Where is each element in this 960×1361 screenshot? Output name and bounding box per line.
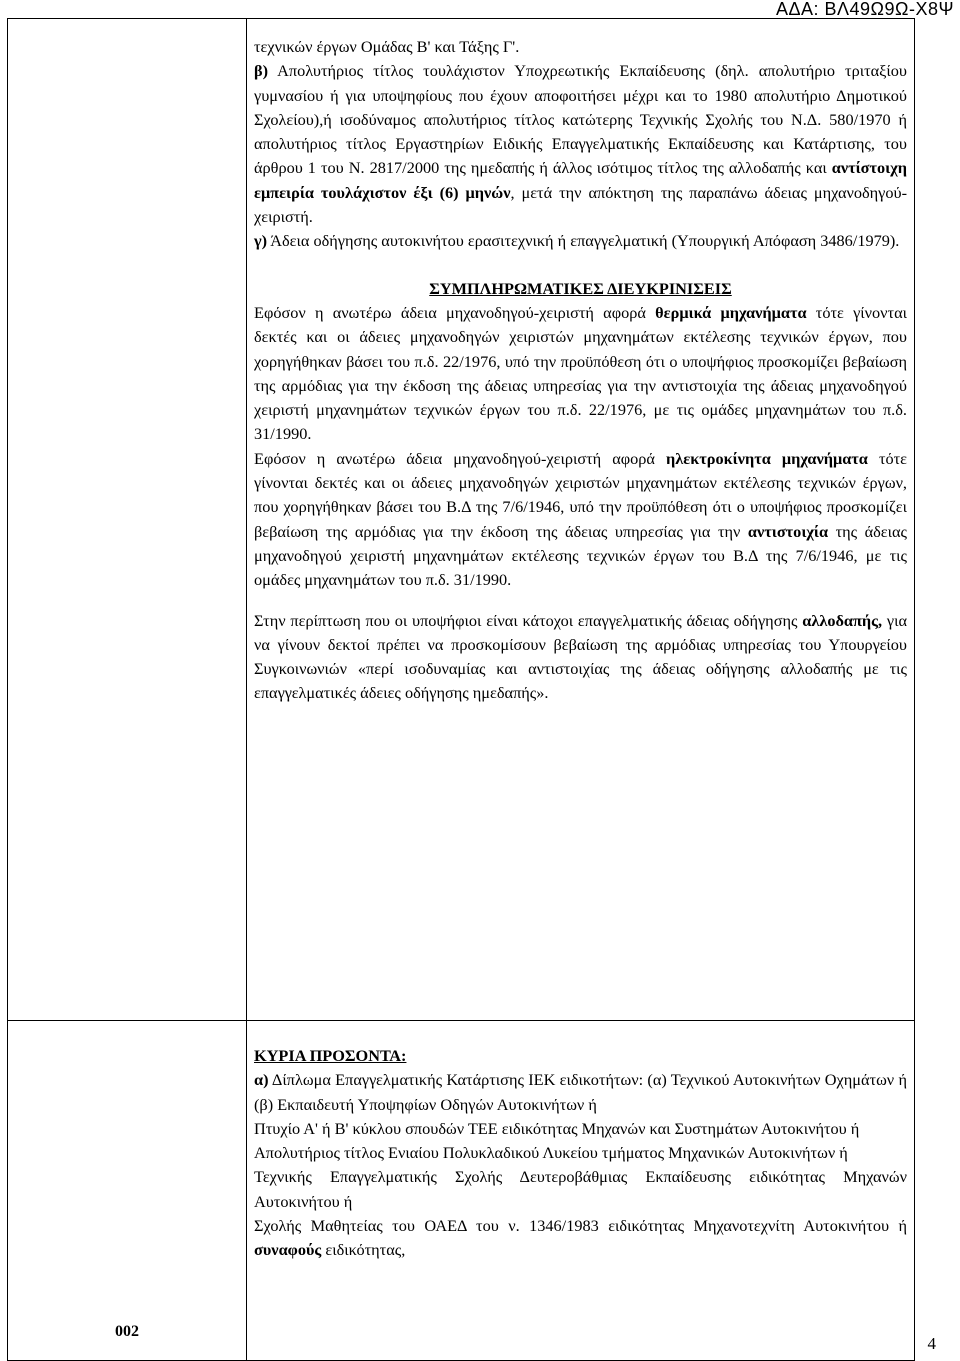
requirements-cell <box>247 19 915 1021</box>
qualification-a: α) Δίπλωμα Επαγγελματικής Κατάρτισης ΙΕΚ ειδικοτήτων: (α) Τεχνικού Αυτοκινήτων Οχημάτων ή (β) Εκπαιδευτή Υποψηφίων Οδηγών Αυτοκινήτων ή <box>254 1070 907 1114</box>
page-number: 4 <box>927 1334 936 1353</box>
code-cell-empty <box>8 19 247 1021</box>
paragraph-thermal: Εφόσον η ανωτέρω άδεια μηχανοδηγού-χειριστή αφορά θερμικά μηχανήματα τότε γίνονται δεκτές και οι άδειες μηχανοδηγών χειριστών μηχανημάτων εκτέλεσης τεχνικών έργων, που χορηγήθηκαν βάσει του π.δ. 22/1976, υπό την προϋπόθεση ότι ο υποψήφιος προσκομίζει βεβαίωση της αρμόδιας για την έκδοση της άδειας υπηρεσίας για την αντιστοιχία της άδειας μηχανοδηγού χειριστή μηχανημάτων τεχνικών έργων του π.δ. 22/1976, με τις ομάδες μηχανημάτων του π.δ. 31/1990. <box>254 302 907 444</box>
document-table <box>7 18 915 1361</box>
paragraph-electric: Εφόσον η ανωτέρω άδεια μηχανοδηγού-χειριστή αφορά ηλεκτροκίνητα μηχανήματα τότε γίνονται δεκτές και οι άδειες μηχανοδηγών χειριστών μηχανημάτων εκτέλεσης τεχνικών έργων, που χορηγήθηκαν βάσει του Β.Δ της 7/6/1946, υπό την προϋπόθεση ότι ο υποψήφιος προσκομίζει βεβαίωση της αρμόδιας για την έκδοση της άδειας υπηρεσίας για την αντιστοιχία της άδειας μηχανοδηγού χειριστή μηχανημάτων εκτέλεσης τεχνικών έργων του Β.Δ της 7/6/1946, με τις ομάδες μηχανημάτων του π.δ. 31/1990. <box>254 448 908 590</box>
qualification-line: Τεχνικής Επαγγελματικής Σχολής Δευτεροβάθμιας Εκπαίδευσης ειδικότητας Μηχανών Αυτοκινήτου ή <box>254 1167 907 1211</box>
position-code: 002 <box>115 1323 139 1340</box>
main-qualifications-heading: ΚΥΡΙΑ ΠΡΟΣΟΝΤΑ: <box>254 1046 407 1065</box>
main-qualifications-cell <box>247 1021 915 1361</box>
paragraph-foreign: Στην περίπτωση που οι υποψήφιοι είναι κάτοχοι επαγγελματικής άδειας οδήγησης αλλοδαπής, για να γίνουν δεκτοί πρέπει να προσκομίσουν βεβαίωση της αρμόδιας υπηρεσίας του Υπουργείου Συγκοινωνιών «περί ισοδυναμίας και αντιστοιχίας της άδειας οδήγησης αλλοδαπής με τις επαγγελματικές άδειες οδήγησης ημεδαπής». <box>254 610 907 703</box>
table-row <box>8 1021 915 1361</box>
table-row <box>8 19 915 1021</box>
qualification-line: Απολυτήριος τίτλος Ενιαίου Πολυκλαδικού Λυκείου τμήματος Μηχανικών Αυτοκινήτων ή <box>254 1143 848 1163</box>
paragraph-b-intro: τεχνικών έργων Ομάδας Β' και Τάξης Γ'. β) Απολυτήριος τίτλος τουλάχιστον Υποχρεωτικής Εκπαίδευσης (δηλ. απολυτήριο τριταξίου γυμνασίου ή για υποψηφίους που έχουν αποφοιτήσει μέχρι και το 1980 απολυτήριο Δημοτικού Σχολείου),ή ισοδύναμος απολυτήριος τίτλος κατώτερης Τεχνικής Σχολής του Ν.Δ. 580/1970 ή απολυτήριος τίτλος Εργαστηρίων Ειδικής Επαγγελματικής Εκπαίδευσης και Κατάρτισης, του άρθρου 1 του Ν. 2817/2000 της ημεδαπής ή άλλος ισότιμος τίτλος της αλλοδαπής και αντίστοιχη εμπειρία τουλάχιστον έξι (6) μηνών, μετά την απόκτηση της παραπάνω άδειας μηχανοδηγού-χειριστή. γ) Άδεια οδήγησης αυτοκινήτου ερασιτεχνική ή επαγγελματική (Υπουργική Απόφαση 3486/1979). <box>254 37 907 251</box>
code-cell <box>8 1021 247 1361</box>
ada-code: ΑΔΑ: ΒΛ49Ω9Ω-Χ8Ψ <box>775 0 954 19</box>
section-heading: ΣΥΜΠΛΗΡΩΜΑΤΙΚΕΣ ΔΙΕΥΚΡΙΝΙΣΕΙΣ <box>429 278 732 298</box>
qualification-line: Πτυχίο Α' ή Β' κύκλου σπουδών ΤΕΕ ειδικότητας Μηχανών και Συστημάτων Αυτοκινήτου ή <box>254 1118 860 1138</box>
qualification-line: Σχολής Μαθητείας του ΟΑΕΔ του ν. 1346/1983 ειδικότητας Μηχανοτεχνίτη Αυτοκινήτου ή συναφούς ειδικότητας, <box>254 1216 907 1260</box>
